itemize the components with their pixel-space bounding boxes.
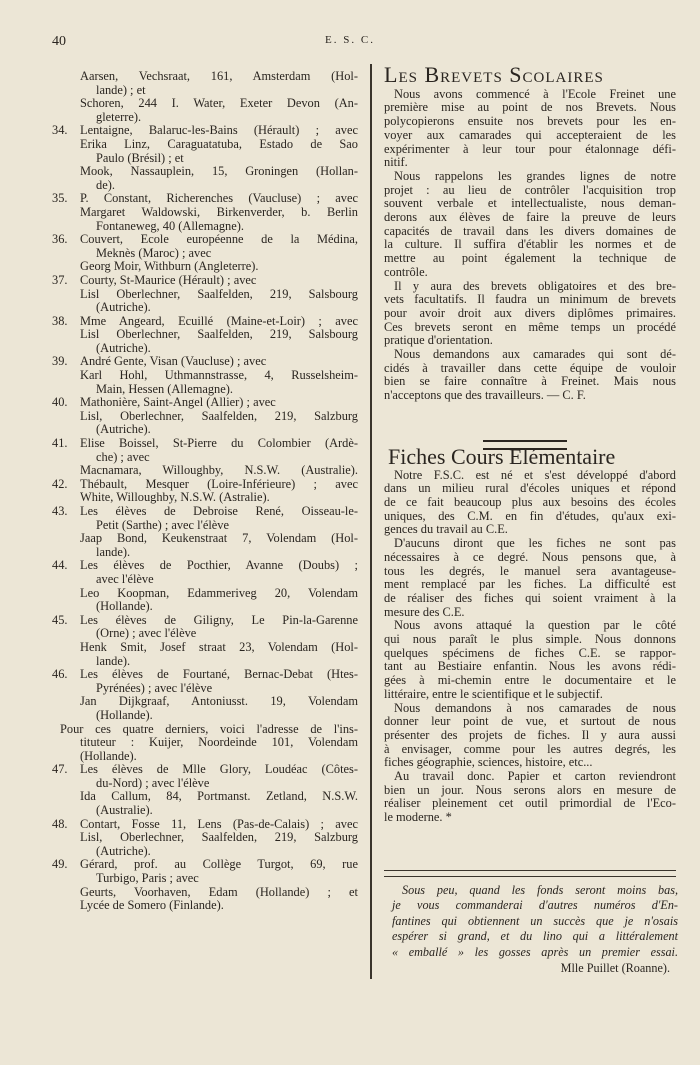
entry-text: Thébault, Mesquer (Loire-Inférieure) ; avec bbox=[80, 476, 358, 491]
text-line: derons aux élèves de faire la preuve de leurs bbox=[384, 210, 676, 225]
text-line: mettre au point également la technique de bbox=[384, 251, 676, 266]
text-line: Nous demandons aux camarades qui sont dé- bbox=[394, 347, 676, 362]
text-line: souvent verbale et intellectualiste, nous deman- bbox=[384, 196, 676, 211]
address-line: Macnamara, Willoughby, N.S.W. (Australie). bbox=[80, 463, 358, 478]
address-line: (Autriche). bbox=[96, 300, 151, 315]
address-line: (Hollande). bbox=[80, 748, 137, 763]
text-line: Nous avons attaqué la question par le côté bbox=[394, 618, 676, 633]
text-line: Notre F.S.C. est né et s'est développé d'abord bbox=[394, 467, 676, 482]
entry-number: 43. bbox=[52, 504, 68, 518]
address-line: (Autriche). bbox=[96, 340, 151, 355]
address-line: Schoren, 244 I. Water, Exeter Devon (An- bbox=[80, 96, 358, 111]
pen-pal-address-list bbox=[52, 70, 358, 913]
address-line: Paulo (Brésil) ; et bbox=[96, 150, 184, 165]
address-line: Pour ces quatre derniers, voici l'adresse de l'ins- bbox=[60, 721, 358, 736]
entry-first-line bbox=[52, 124, 358, 138]
address-line: gleterre). bbox=[96, 109, 142, 124]
entry-first-line bbox=[52, 763, 358, 777]
address-line: Leo Koopman, Edammeriveg 20, Volendam bbox=[80, 585, 358, 600]
address-line: Lisl, Oberlechner, Saalfelden, 219, Salzburg bbox=[80, 408, 358, 423]
text-line: de ce fait beaucoup plus aux besoins des écoles bbox=[384, 494, 676, 509]
brevets-article bbox=[384, 88, 676, 403]
address-line: Karl Hohl, Uthmannstrasse, 4, Russelsheim- bbox=[80, 368, 358, 383]
text-line: Il y aura des brevets obligatoires et des bre- bbox=[394, 278, 676, 293]
text-line: de réaliser des fiches qui soient vraiment à la bbox=[384, 590, 676, 605]
entry-text: Elise Boissel, St-Pierre du Colombier (Ardè- bbox=[80, 436, 358, 451]
entry-number: 35. bbox=[52, 191, 68, 206]
address-line: (Hollande). bbox=[96, 599, 153, 614]
address-line: Lisl Oberlechner, Saalfelden, 219, Salsbourg bbox=[80, 286, 358, 301]
entry-first-line bbox=[52, 505, 358, 519]
text-line: capacités de travail dans les divers domaines de bbox=[384, 223, 676, 238]
address-line: Lisl Oberlechner, Saalfelden, 219, Salsbourg bbox=[80, 327, 358, 342]
entry-number: 37. bbox=[52, 272, 68, 287]
text-line: Nous rappelons les grandes lignes de notre bbox=[394, 168, 676, 183]
text-line: mesure des C.E. bbox=[384, 604, 465, 619]
text-line: nitif. bbox=[384, 155, 408, 170]
text-line: la culture. Il suffira d'établir les normes et de bbox=[384, 237, 676, 252]
entry-number: 49. bbox=[52, 857, 68, 872]
entry-number: 36. bbox=[52, 232, 68, 247]
text-line: Ces brevets seront en même temps un procédé bbox=[384, 319, 676, 334]
entry-first-line bbox=[52, 233, 358, 247]
entry-number: 42. bbox=[52, 476, 68, 491]
entry-text: Contart, Fosse 11, Lens (Pas-de-Calais) ; avec bbox=[80, 816, 358, 831]
reader-note-signature: Mlle Puillet (Roanne). bbox=[560, 961, 670, 976]
text-line: gences du travail au C.E. bbox=[384, 522, 508, 537]
address-line: Petit (Sarthe) ; avec l'élève bbox=[96, 517, 229, 532]
fiches-title: Fiches Cours Elémentaire bbox=[388, 443, 616, 469]
entry-text: Mathonière, Saint-Angel (Allier) ; avec bbox=[80, 395, 276, 410]
entry-text: Gérard, prof. au Collège Turgot, 69, rue bbox=[80, 857, 358, 872]
entry-text: Les élèves de Mlle Glory, Loudéac (Côtes- bbox=[80, 762, 358, 777]
text-line: dans un milieu rural d'écoles uniques et répond bbox=[384, 481, 676, 496]
entry-number: 38. bbox=[52, 313, 68, 328]
address-line: Henk Smit, Josef straat 23, Volendam (Hol- bbox=[80, 639, 358, 654]
text-line: polycopierons ensuite nos brevets pour les en- bbox=[384, 114, 676, 129]
entry-first-line bbox=[52, 614, 358, 628]
entry-number: 44. bbox=[52, 558, 68, 573]
text-line: expérimenter à leur tour pour étalonnage défi- bbox=[384, 141, 676, 156]
text-line: nécessaires à ce degré. Nous pensons que, à bbox=[384, 549, 676, 564]
text-line: littéraire, entre le scientifique et le subjectif. bbox=[384, 686, 603, 701]
address-line: Erika Linz, Caraguatatuba, Estado de Sao bbox=[80, 136, 358, 151]
address-line: Pyrénées) ; avec l'élève bbox=[96, 680, 213, 695]
entry-number: 40. bbox=[52, 395, 68, 410]
address-line: Geurts, Voorhaven, Edam (Hollande) ; et bbox=[80, 884, 358, 899]
entry-text: Courty, St-Maurice (Hérault) ; avec bbox=[80, 272, 257, 287]
reader-note bbox=[392, 883, 678, 976]
text-line: vets facultatifs. Il faudra un minimum de brevets bbox=[384, 292, 676, 307]
text-line: espérer si grand, et du lino qui a littéralement bbox=[392, 929, 678, 944]
reader-note-body bbox=[392, 883, 678, 960]
address-line: White, Willoughby, N.S.W. (Astralie). bbox=[80, 490, 270, 505]
address-line: Ida Callum, 84, Portmanst. Zetland, N.S.W. bbox=[80, 789, 358, 804]
entry-number: 47. bbox=[52, 762, 68, 777]
address-line: Georg Moir, Withburn (Angleterre). bbox=[80, 259, 259, 274]
entry-first-line bbox=[52, 478, 358, 492]
text-line: pratique d'orientation. bbox=[384, 333, 493, 348]
address-line: du-Nord) ; avec l'élève bbox=[96, 775, 210, 790]
entry-first-line bbox=[52, 192, 358, 206]
address-line: che) ; avec bbox=[96, 449, 150, 464]
text-line: bien un jour. Nous serons alors en mesure de bbox=[384, 782, 676, 797]
text-line: contrôle. bbox=[384, 264, 428, 279]
text-line: ment remplacé par les fiches. La difficulté est bbox=[384, 577, 676, 592]
address-line: de). bbox=[96, 177, 115, 192]
entry-text: Les élèves de Giligny, Le Pin-la-Garenne bbox=[80, 612, 358, 627]
entry-text: Mme Angeard, Ecuillé (Maine-et-Loir) ; avec bbox=[80, 313, 358, 328]
text-line: fiches géographie, sciences, histoire, etc... bbox=[384, 755, 593, 770]
entry-number: 34. bbox=[52, 123, 68, 138]
text-line: réaliser pleinement cet outil primordial de l'Eco- bbox=[384, 796, 676, 811]
entry-first-line bbox=[52, 315, 358, 329]
address-line: Mook, Nassauplein, 15, Groningen (Hollan- bbox=[80, 164, 358, 179]
text-line: Nous avons commencé à l'Ecole Freinet une bbox=[394, 86, 676, 101]
text-line: gées à mi-chemin entre le documentaire et le bbox=[384, 673, 676, 688]
note-box-top-rule bbox=[384, 870, 676, 871]
address-line: Jan Dijkgraaf, Antoniusst. 19, Volendam bbox=[80, 694, 358, 709]
text-line: quelques spécimens de fiches C.E. se rappor- bbox=[384, 645, 676, 660]
address-line: Fontaneweg, 40 (Allemagne). bbox=[96, 218, 244, 233]
entry-number: 46. bbox=[52, 667, 68, 682]
entry-first-line bbox=[52, 437, 358, 451]
address-line: (Autriche). bbox=[96, 843, 151, 858]
entry-number: 48. bbox=[52, 816, 68, 831]
text-line: Sous peu, quand les fonds seront moins bas, bbox=[402, 883, 678, 897]
address-line: Aarsen, Vechsraat, 161, Amsterdam (Hol- bbox=[80, 69, 358, 83]
text-line: uniques, des C.M. en fin d'études, qu'aux exi- bbox=[384, 508, 676, 523]
address-line: (Hollande). bbox=[96, 707, 153, 722]
entry-number: 45. bbox=[52, 612, 68, 627]
address-line: (Orne) ; avec l'élève bbox=[96, 626, 197, 641]
address-line: (Australie). bbox=[96, 803, 153, 818]
entry-first-line bbox=[52, 355, 358, 369]
running-title: E. S. C. bbox=[325, 34, 375, 46]
address-line: Margaret Waldowski, Birkenverder, b. Berlin bbox=[80, 204, 358, 219]
text-line: tous les degrés, le manuel sera avantageuse- bbox=[384, 563, 676, 578]
entry-text: Les élèves de Debroise René, Oisseau-le- bbox=[80, 504, 358, 518]
entry-first-line bbox=[52, 274, 358, 288]
entry-text: P. Constant, Richerenches (Vaucluse) ; avec bbox=[80, 191, 358, 206]
address-line: Jaap Bond, Keukenstraat 7, Volendam (Hol- bbox=[80, 531, 358, 546]
text-line: tant au Bestiaire enfantin. Nous les avons rédi- bbox=[384, 659, 676, 674]
address-line: avec l'élève bbox=[96, 571, 154, 586]
text-line: « emballé » les gosses après un premier essai. bbox=[392, 944, 678, 959]
text-line: projet : au lieu de contrôler l'acquisition trop bbox=[384, 182, 676, 197]
entry-text: Couvert, Ecole européenne de la Médina, bbox=[80, 232, 358, 247]
fiches-article bbox=[384, 469, 676, 825]
text-line: n'acceptons que des travailleurs. — C. F. bbox=[384, 388, 586, 403]
text-line: D'aucuns diront que les fiches ne sont pas bbox=[394, 536, 676, 551]
address-line: lande) ; et bbox=[96, 82, 146, 97]
address-line: (Autriche). bbox=[96, 422, 151, 437]
text-line: donner leur point de vue, et surtout de nous bbox=[384, 714, 676, 729]
text-line: fantines qui obtiennent un succès que je n'osais bbox=[392, 913, 678, 928]
text-line: je vous commanderai d'autres numéros d'En- bbox=[392, 898, 678, 913]
entry-text: Les élèves de Pocthier, Avanne (Doubs) ; bbox=[80, 558, 358, 573]
column-divider bbox=[370, 64, 372, 979]
address-line: tituteur : Kuijer, Noordeinde 101, Volendam bbox=[80, 735, 358, 750]
entry-number: 41. bbox=[52, 436, 68, 451]
entry-first-line bbox=[52, 559, 358, 573]
entry-first-line bbox=[52, 858, 358, 872]
text-line: à envisager, comme pour les autres degrés, les bbox=[384, 741, 676, 756]
text-line: le moderne. * bbox=[384, 810, 452, 825]
address-line: Turbigo, Paris ; avec bbox=[96, 871, 199, 886]
text-line: bien se faire connaître à Freinet. Mais nous bbox=[384, 374, 676, 389]
entry-text: Lentaigne, Balaruc-les-Bains (Hérault) ; avec bbox=[80, 123, 358, 138]
entry-first-line bbox=[52, 668, 358, 682]
text-line: pour avoir droit aux divers diplômes primaires. bbox=[384, 305, 676, 320]
address-line: lande). bbox=[96, 544, 131, 559]
page-number: 40 bbox=[52, 34, 66, 49]
address-line: Lisl, Oberlechner, Saalfelden, 219, Salzburg bbox=[80, 830, 358, 845]
text-line: voyer aux camarades qui accepteraient de les bbox=[384, 127, 676, 142]
entry-text: Les élèves de Fourtané, Bernac-Debat (Htes- bbox=[80, 667, 358, 682]
address-line: Meknès (Maroc) ; avec bbox=[96, 245, 212, 260]
address-line: Main, Hessen (Allemagne). bbox=[96, 381, 233, 396]
text-line: cidés à travailler dans cette équipe de vouloir bbox=[384, 360, 676, 375]
text-line: Au travail donc. Papier et carton reviendront bbox=[394, 769, 676, 784]
address-line: Lycée de Somero (Finlande). bbox=[80, 898, 224, 913]
text-line: présenter des projets de fiches. Il y aura aussi bbox=[384, 727, 676, 742]
entry-first-line bbox=[52, 396, 358, 410]
entry-first-line bbox=[52, 818, 358, 832]
note-box-top-rule-2 bbox=[384, 876, 676, 877]
section-separator bbox=[483, 440, 567, 450]
text-line: première mise au point de nos Brevets. Nous bbox=[384, 100, 676, 115]
entry-text: André Gente, Visan (Vaucluse) ; avec bbox=[80, 354, 267, 369]
text-line: Nous demandons à nos camarades de nous bbox=[394, 700, 676, 715]
brevets-title: Les Brevets Scolaires bbox=[384, 62, 604, 87]
address-line: lande). bbox=[96, 653, 131, 668]
entry-number: 39. bbox=[52, 354, 68, 369]
text-line: qui nous paraît le plus simple. Nous donnons bbox=[384, 632, 676, 647]
